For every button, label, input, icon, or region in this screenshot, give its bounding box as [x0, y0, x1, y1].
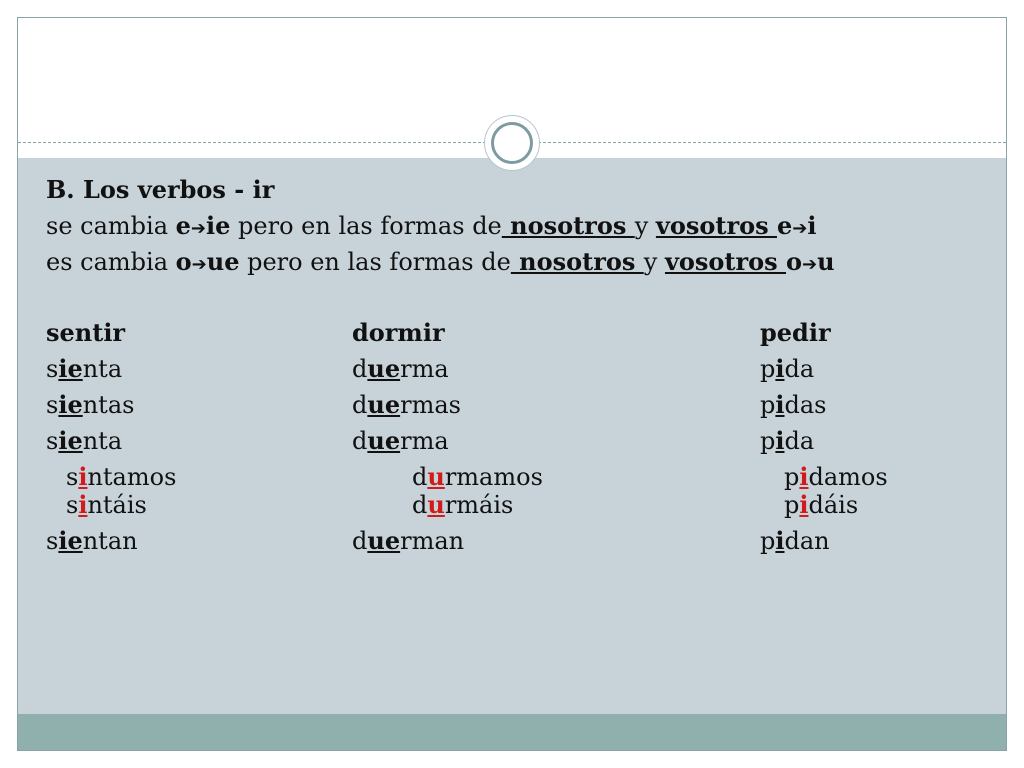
- verb-form-prefix: s: [66, 491, 79, 519]
- rule-to: ue: [206, 247, 240, 276]
- verb-form-prefix: p: [784, 463, 800, 491]
- verb-form-suffix: damos: [808, 463, 888, 491]
- verb-form-suffix: ntan: [82, 527, 138, 555]
- verb-form-suffix: da: [784, 355, 815, 383]
- verb-form: [412, 490, 513, 520]
- verb-form: [784, 462, 888, 492]
- verb-form-prefix: s: [46, 427, 59, 455]
- stem-change: i: [775, 354, 785, 383]
- stem-change: ie: [58, 390, 83, 419]
- rule-line-o: [46, 247, 835, 280]
- stem-change: i: [775, 426, 785, 455]
- verb-form-prefix: s: [46, 355, 59, 383]
- arrow-icon: ➔: [191, 254, 207, 275]
- verb-form-suffix: rmamos: [444, 463, 543, 491]
- verb-form: [46, 426, 122, 456]
- column-header: sentir: [46, 318, 126, 347]
- verb-form-suffix: ntas: [82, 391, 135, 419]
- rule-to: ie: [206, 211, 231, 240]
- arrow-icon: ➔: [792, 218, 808, 239]
- stem-change: i: [799, 490, 809, 519]
- section-heading: B. Los verbos - ir: [46, 175, 275, 204]
- verb-form-suffix: rmáis: [444, 491, 514, 519]
- stem-change: ue: [367, 390, 401, 419]
- ring-icon: [491, 122, 533, 164]
- stem-change: i: [78, 462, 88, 491]
- verb-form-prefix: p: [760, 527, 776, 555]
- rule-to: u: [817, 247, 835, 276]
- nosotros-label: nosotros: [510, 247, 644, 276]
- stem-change: i: [775, 390, 785, 419]
- verb-form: [784, 490, 858, 520]
- stem-change: ue: [367, 526, 401, 555]
- vosotros-label: vosotros: [664, 247, 787, 276]
- verb-form-suffix: da: [784, 427, 815, 455]
- verb-form-prefix: d: [412, 463, 428, 491]
- vosotros-label: vosotros: [655, 211, 777, 240]
- verb-form-prefix: d: [352, 427, 368, 455]
- verb-form: [760, 526, 830, 556]
- verb-form-prefix: s: [46, 391, 59, 419]
- verb-form-suffix: das: [784, 391, 827, 419]
- rule-text: se cambia: [46, 212, 176, 240]
- verb-form-suffix: nta: [82, 427, 123, 455]
- stem-change: i: [78, 490, 88, 519]
- stem-change: i: [799, 462, 809, 491]
- verb-form-suffix: rman: [400, 527, 465, 555]
- verb-form-prefix: p: [760, 391, 776, 419]
- rule-to: i: [807, 211, 817, 240]
- verb-form-suffix: rma: [400, 355, 449, 383]
- verb-form: [66, 490, 147, 520]
- verb-form: [352, 426, 449, 456]
- nosotros-label: nosotros: [501, 211, 635, 240]
- verb-form: [760, 354, 814, 384]
- verb-form-suffix: dáis: [808, 491, 859, 519]
- verb-form: [46, 390, 134, 420]
- rule-text: pero en las formas de: [230, 212, 502, 240]
- verb-form-prefix: d: [412, 491, 428, 519]
- rule-from: o: [786, 247, 803, 276]
- verb-form-prefix: d: [352, 355, 368, 383]
- verb-form-suffix: rma: [400, 427, 449, 455]
- verb-form: [760, 390, 827, 420]
- verb-form-prefix: p: [784, 491, 800, 519]
- rule-from: o: [175, 247, 192, 276]
- verb-form: [46, 526, 138, 556]
- verb-form-suffix: nta: [82, 355, 123, 383]
- stem-change: ie: [58, 426, 83, 455]
- arrow-icon: ➔: [190, 218, 207, 239]
- verb-form-prefix: d: [352, 527, 368, 555]
- verb-form: [412, 462, 543, 492]
- verb-form-suffix: ntáis: [87, 491, 147, 519]
- stem-change: u: [427, 490, 445, 519]
- verb-form-prefix: s: [46, 527, 59, 555]
- column-header: dormir: [352, 318, 445, 347]
- rule-text: y: [634, 212, 656, 240]
- verb-form: [760, 426, 814, 456]
- rule-from: e: [175, 211, 191, 240]
- column-header: pedir: [760, 318, 831, 347]
- verb-form-suffix: rmas: [400, 391, 461, 419]
- rule-line-e: [46, 211, 816, 244]
- stem-change: u: [427, 462, 445, 491]
- stem-change: ie: [58, 526, 83, 555]
- verb-form-prefix: p: [760, 427, 776, 455]
- bottom-bar: [18, 714, 1006, 751]
- verb-form: [352, 526, 464, 556]
- stem-change: ie: [58, 354, 83, 383]
- arrow-icon: ➔: [802, 254, 818, 275]
- rule-text: es cambia: [46, 248, 176, 276]
- rule-text: pero en las formas de: [239, 248, 511, 276]
- stem-change: ue: [367, 426, 401, 455]
- verb-form-prefix: d: [352, 391, 368, 419]
- verb-form-prefix: s: [66, 463, 79, 491]
- verb-form-suffix: ntamos: [87, 463, 177, 491]
- verb-form: [66, 462, 176, 492]
- rule-from: e: [776, 211, 793, 240]
- rule-text: y: [643, 248, 665, 276]
- slide: [17, 17, 1007, 751]
- verb-form-prefix: p: [760, 355, 776, 383]
- verb-form: [352, 354, 449, 384]
- verb-form: [352, 390, 461, 420]
- verb-form: [46, 354, 122, 384]
- circle-ornament-icon: [484, 115, 540, 171]
- stem-change: ue: [367, 354, 401, 383]
- verb-form-suffix: dan: [784, 527, 830, 555]
- stem-change: i: [775, 526, 785, 555]
